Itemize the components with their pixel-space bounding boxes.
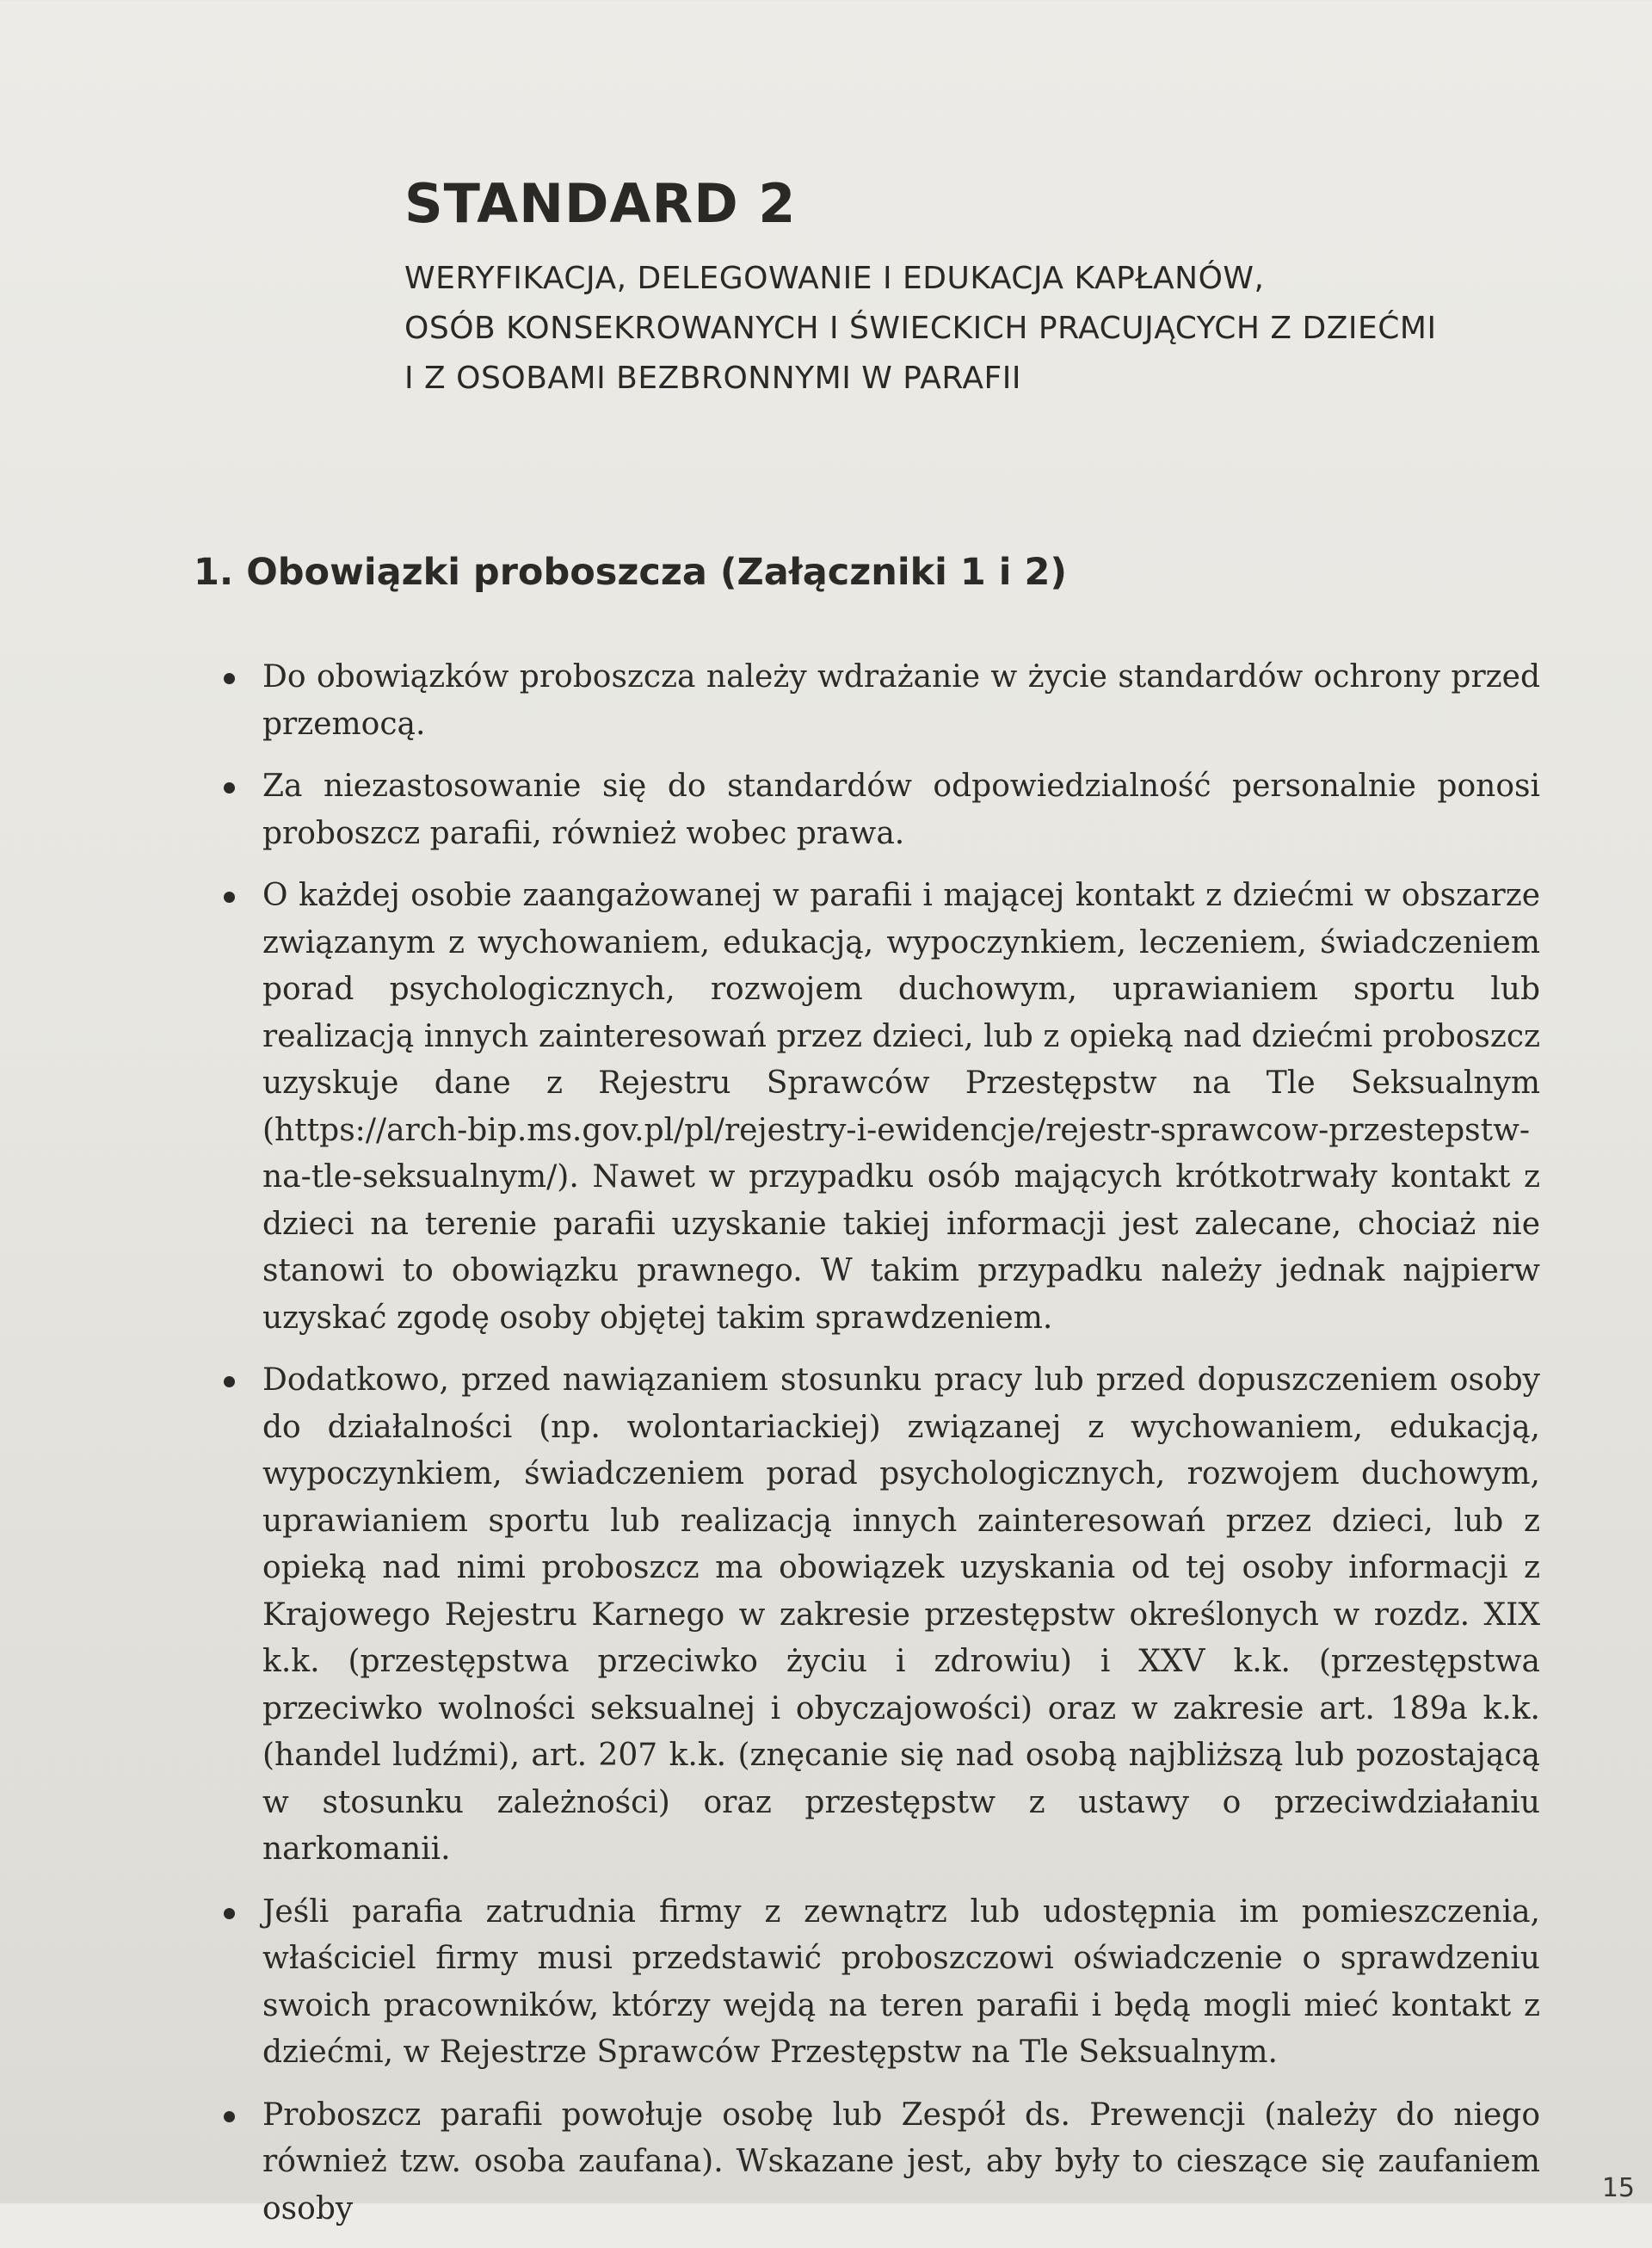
- bullet-text: O każdej osobie zaangażowanej w parafii i mającej kontakt z dziećmi w obszarze związanym z wychowaniem, edukacją, wypoczynkiem, leczeniem, świadczeniem porad psychologicznych, rozwojem duchowym, uprawianiem sportu lub realizacją innych zainteresowań przez dzieci, lub z opieką nad dziećmi proboszcz uzyskuje dane z Rejestru Sprawców Przestępstw na Tle Seksualnym (https://arch-bip.ms.gov.pl/pl/rejestry-i-ewidencje/rejestr-sprawcow-przestepstw-na-tle-seksualnym/). Nawet w przypadku osób mających krótkotrwały kontakt z dzieci na terenie parafii uzyskanie takiej informacji jest zalecane, chociaż nie stanowi to obowiązku prawnego. W takim przypadku należy jednak najpierw uzyskać zgodę osoby objętej takim sprawdzeniem.: [262, 878, 1540, 1336]
- standard-subtitle: [404, 254, 1549, 404]
- bullet-icon: [224, 892, 235, 903]
- list-item: [215, 2092, 1540, 2233]
- bullet-list: [215, 654, 1540, 2248]
- bullet-icon: [224, 1908, 235, 1919]
- bullet-text: Jeśli parafia zatrudnia firmy z zewnątrz lub udostępnia im pomieszczenia, właściciel firmy musi przedstawić proboszczowi oświadczenie o sprawdzeniu swoich pracowników, którzy wejdą na teren parafii i będą mogli mieć kontakt z dziećmi, w Rejestrze Sprawców Przestępstw na Tle Seksualnym.: [262, 1893, 1540, 2070]
- bullet-text: Proboszcz parafii powołuje osobę lub Zespół ds. Prewencji (należy do niego również tzw. osoba zaufana). Wskazane jest, aby były to cieszące się zaufaniem osoby: [262, 2097, 1540, 2226]
- subtitle-line: WERYFIKACJA, DELEGOWANIE I EDUKACJA KAPŁANÓW,: [404, 261, 1265, 296]
- bullet-icon: [224, 2111, 235, 2122]
- list-item: [215, 873, 1540, 1342]
- bullet-text: Dodatkowo, przed nawiązaniem stosunku pracy lub przed dopuszczeniem osoby do działalności (np. wolontariackiej) związanej z wychowaniem, edukacją, wypoczynkiem, świadczeniem porad psychologicznych, rozwojem duchowym, uprawianiem sportu lub realizacją innych zainteresowań przez dzieci, lub z opieką nad nimi proboszcz ma obowiązek uzyskania od tej osoby informacji z Krajowego Rejestru Karnego w zakresie przestępstw określonych w rozdz. XIX k.k. (przestępstwa przeciwko życiu i zdrowiu) i XXV k.k. (przestępstwa przeciwko wolności seksualnej i obyczajowości) oraz w zakresie art. 189a k.k. (handel ludźmi), art. 207 k.k. (znęcanie się nad osobą najbliższą lub pozostającą w stosunku zależności) oraz przestępstw z ustawy o przeciwdziałaniu narkomanii.: [262, 1362, 1540, 1867]
- list-item: [215, 654, 1540, 748]
- standard-heading: [404, 172, 1549, 404]
- standard-title: STANDARD 2: [404, 172, 797, 235]
- bullet-icon: [224, 673, 235, 684]
- section-heading: 1. Obowiązki proboszcza (Załączniki 1 i 2): [194, 551, 1068, 594]
- page-number: 15: [1601, 2173, 1635, 2203]
- bullet-text: Za niezastosowanie się do standardów odpowiedzialność personalnie ponosi proboszcz parafii, również wobec prawa.: [262, 769, 1540, 851]
- bullet-icon: [224, 1376, 235, 1387]
- bullet-icon: [224, 782, 235, 794]
- list-item: [215, 1357, 1540, 1874]
- subtitle-line: I Z OSOBAMI BEZBRONNYMI W PARAFII: [404, 361, 1021, 396]
- subtitle-line: OSÓB KONSEKROWANYCH I ŚWIECKICH PRACUJĄCYCH Z DZIEĆMI: [404, 311, 1437, 346]
- list-item: [215, 763, 1540, 857]
- list-item: [215, 1889, 1540, 2077]
- bullet-text: Do obowiązków proboszcza należy wdrażanie w życie standardów ochrony przed przemocą.: [262, 659, 1540, 742]
